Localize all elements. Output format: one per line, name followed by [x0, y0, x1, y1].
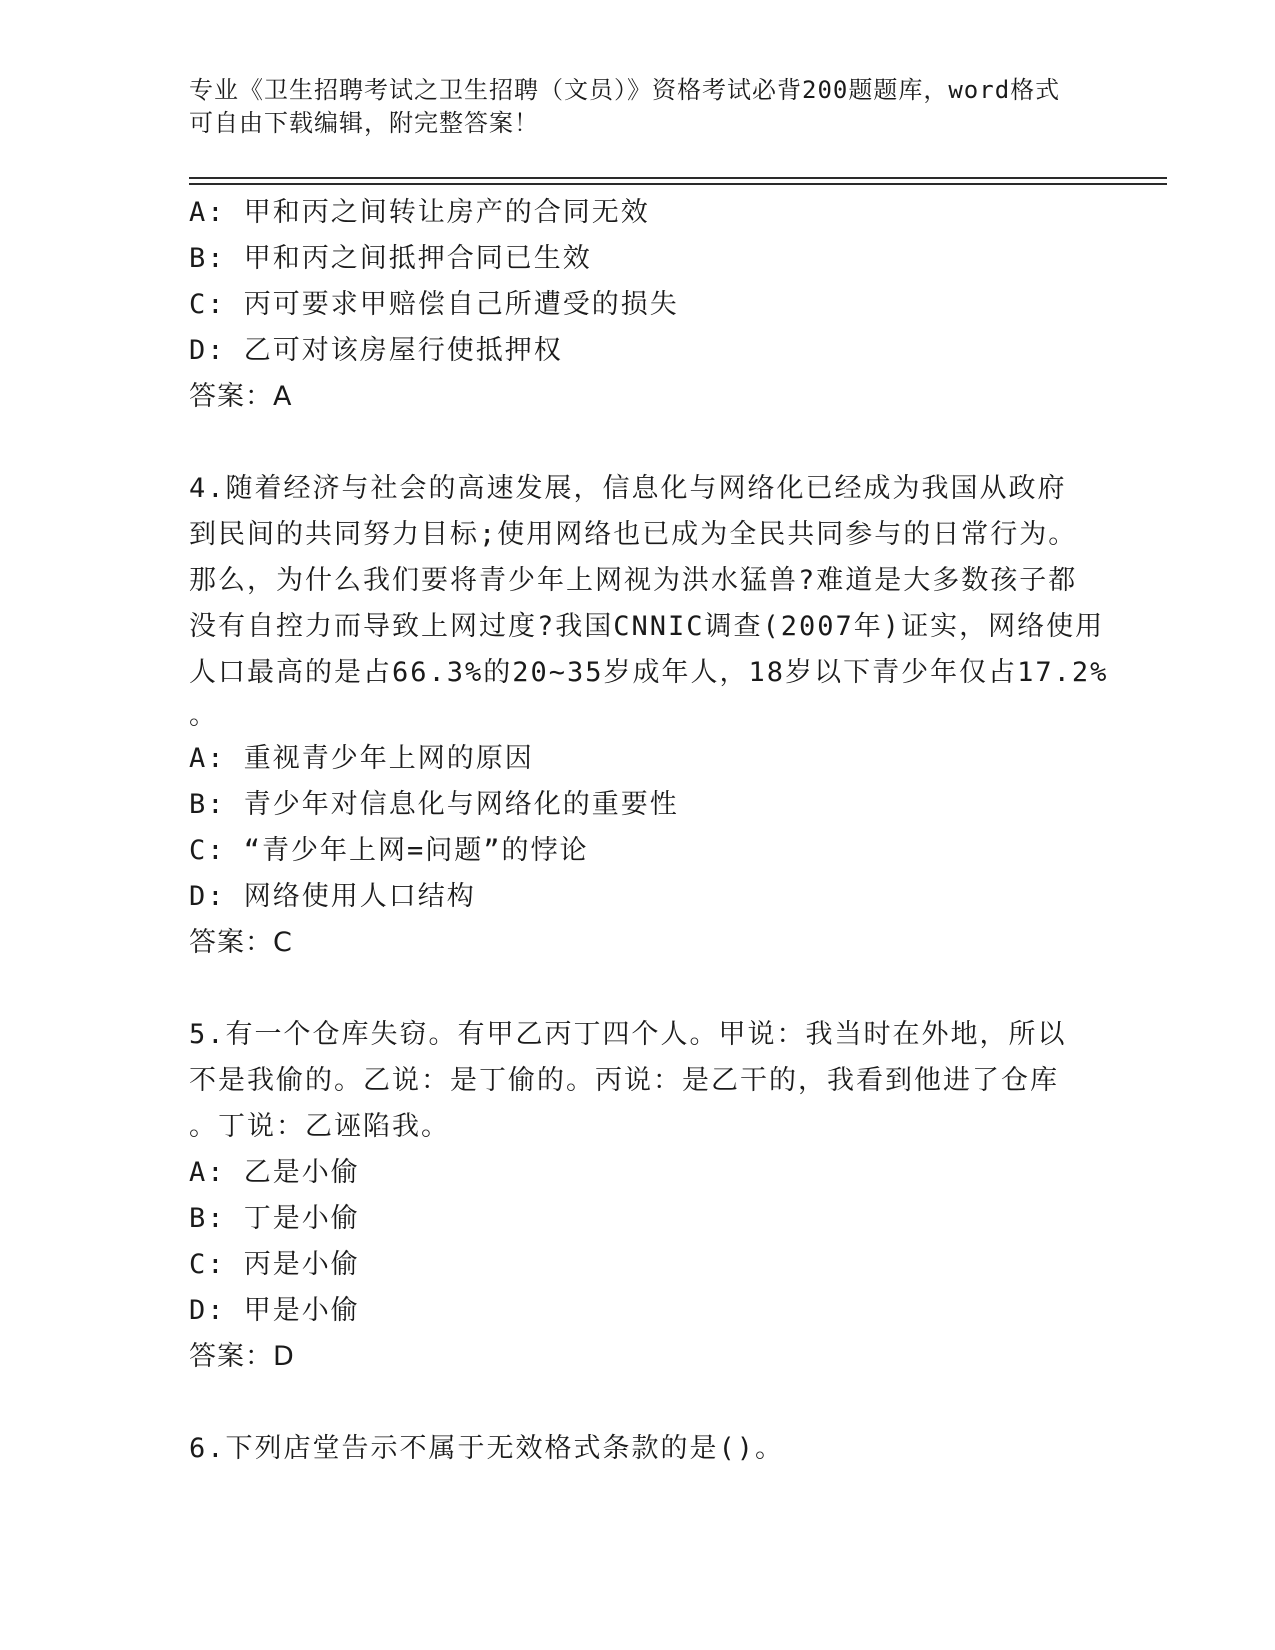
question-5	[189, 1012, 1149, 1380]
q5-option-d: D: 甲是小偷	[189, 1295, 360, 1326]
q4-answer: 答案：C	[189, 927, 293, 958]
document-header	[189, 74, 1089, 140]
question-content	[189, 190, 1149, 1472]
spacer	[189, 1380, 1149, 1426]
q3-option-b: B: 甲和丙之间抵押合同已生效	[189, 243, 592, 274]
q3-option-a: A: 甲和丙之间转让房产的合同无效	[189, 197, 650, 228]
q4-stem-line-2: 到民间的共同努力目标;使用网络也已成为全民共同参与的日常行为。	[189, 519, 1078, 550]
q3-option-c: C: 丙可要求甲赔偿自己所遭受的损失	[189, 289, 679, 320]
question-3	[189, 190, 1149, 420]
q4-stem-line-3: 那么，为什么我们要将青少年上网视为洪水猛兽?难道是大多数孩子都	[189, 565, 1078, 596]
spacer	[189, 420, 1149, 466]
q6-stem: 6.下列店堂告示不属于无效格式条款的是()。	[189, 1433, 785, 1464]
q4-stem-line-4: 没有自控力而导致上网过度?我国CNNIC调查(2007年)证实，网络使用	[189, 611, 1105, 642]
question-4	[189, 466, 1149, 966]
q3-answer: 答案：A	[189, 381, 293, 412]
q4-stem-line-5: 人口最高的是占66.3%的20~35岁成年人，18岁以下青少年仅占17.2%	[189, 657, 1109, 688]
q5-option-a: A: 乙是小偷	[189, 1157, 360, 1188]
q4-option-d: D: 网络使用人口结构	[189, 881, 476, 912]
q4-option-b: B: 青少年对信息化与网络化的重要性	[189, 789, 679, 820]
q4-option-a: A: 重视青少年上网的原因	[189, 743, 534, 774]
q5-stem-line-3: 。丁说：乙诬陷我。	[189, 1111, 450, 1142]
question-6	[189, 1426, 1149, 1472]
q3-option-d: D: 乙可对该房屋行使抵押权	[189, 335, 563, 366]
q5-stem-line-1: 5.有一个仓库失窃。有甲乙丙丁四个人。甲说：我当时在外地，所以	[189, 1019, 1067, 1050]
q4-option-c: C: “青少年上网=问题”的悖论	[189, 835, 589, 866]
header-rule-top	[189, 177, 1167, 179]
q5-answer: 答案：D	[189, 1341, 295, 1372]
q4-stem-line-1: 4.随着经济与社会的高速发展，信息化与网络化已经成为我国从政府	[189, 473, 1067, 504]
q4-stem-line-6: 。	[189, 700, 218, 731]
header-line-1: 专业《卫生招聘考试之卫生招聘（文员）》资格考试必背200题题库，word格式	[189, 76, 1061, 104]
q5-option-c: C: 丙是小偷	[189, 1249, 360, 1280]
q5-stem-line-2: 不是我偷的。乙说：是丁偷的。丙说：是乙干的，我看到他进了仓库	[189, 1065, 1059, 1096]
header-line-2: 可自由下载编辑，附完整答案！	[189, 109, 539, 137]
spacer	[189, 966, 1149, 1012]
q5-option-b: B: 丁是小偷	[189, 1203, 360, 1234]
header-rule-bottom	[189, 183, 1167, 185]
